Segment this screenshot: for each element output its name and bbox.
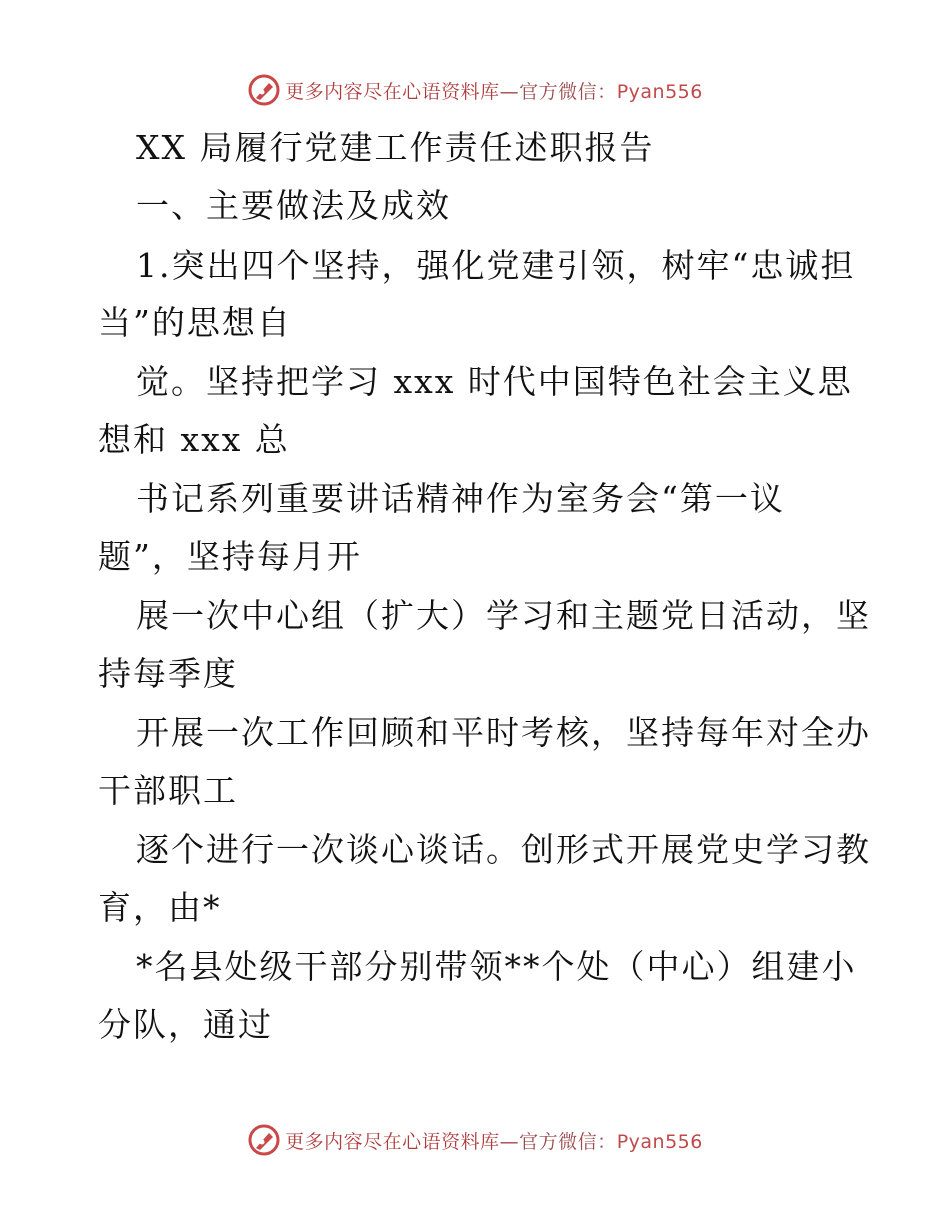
paragraph-line: 题”，坚持每月开 bbox=[98, 537, 362, 576]
paragraph-line: 书记系列重要讲话精神作为室务会“第一议 bbox=[136, 479, 785, 518]
watermark-banner-bottom bbox=[0, 1120, 950, 1160]
section-heading: 一、主要做法及成效 bbox=[136, 186, 451, 225]
paragraph-line: 分队，通过 bbox=[98, 1005, 273, 1044]
paragraph-line: *名县处级干部分别带领**个处（中心）组建小 bbox=[136, 947, 857, 986]
paragraph-line: 1.突出四个坚持，强化党建引领，树牢“忠诚担 bbox=[136, 246, 856, 285]
watermark-text: 更多内容尽在心语资料库—官方微信：Pyan556 bbox=[285, 1130, 703, 1153]
paragraph-line: 想和 xxx 总 bbox=[98, 420, 290, 459]
paragraph-line: 开展一次工作回顾和平时考核，坚持每年对全办 bbox=[136, 713, 871, 752]
document-title: XX 局履行党建工作责任述职报告 bbox=[136, 128, 655, 167]
paragraph-line: 展一次中心组（扩大）学习和主题党日活动，坚 bbox=[136, 596, 871, 635]
paragraph-line: 当”的思想自 bbox=[98, 303, 292, 342]
watermark-text: 更多内容尽在心语资料库—官方微信：Pyan556 bbox=[285, 80, 703, 103]
pen-logo-icon bbox=[247, 73, 281, 107]
watermark-banner-top bbox=[0, 70, 950, 110]
paragraph-line: 持每季度 bbox=[98, 654, 238, 693]
paragraph-line: 逐个进行一次谈心谈话。创形式开展党史学习教 bbox=[136, 830, 871, 869]
pen-logo-icon bbox=[247, 1123, 281, 1157]
paragraph-line: 觉。坚持把学习 xxx 时代中国特色社会主义思 bbox=[136, 362, 853, 401]
paragraph-line: 育，由* bbox=[98, 888, 222, 927]
paragraph-line: 干部职工 bbox=[98, 771, 238, 810]
